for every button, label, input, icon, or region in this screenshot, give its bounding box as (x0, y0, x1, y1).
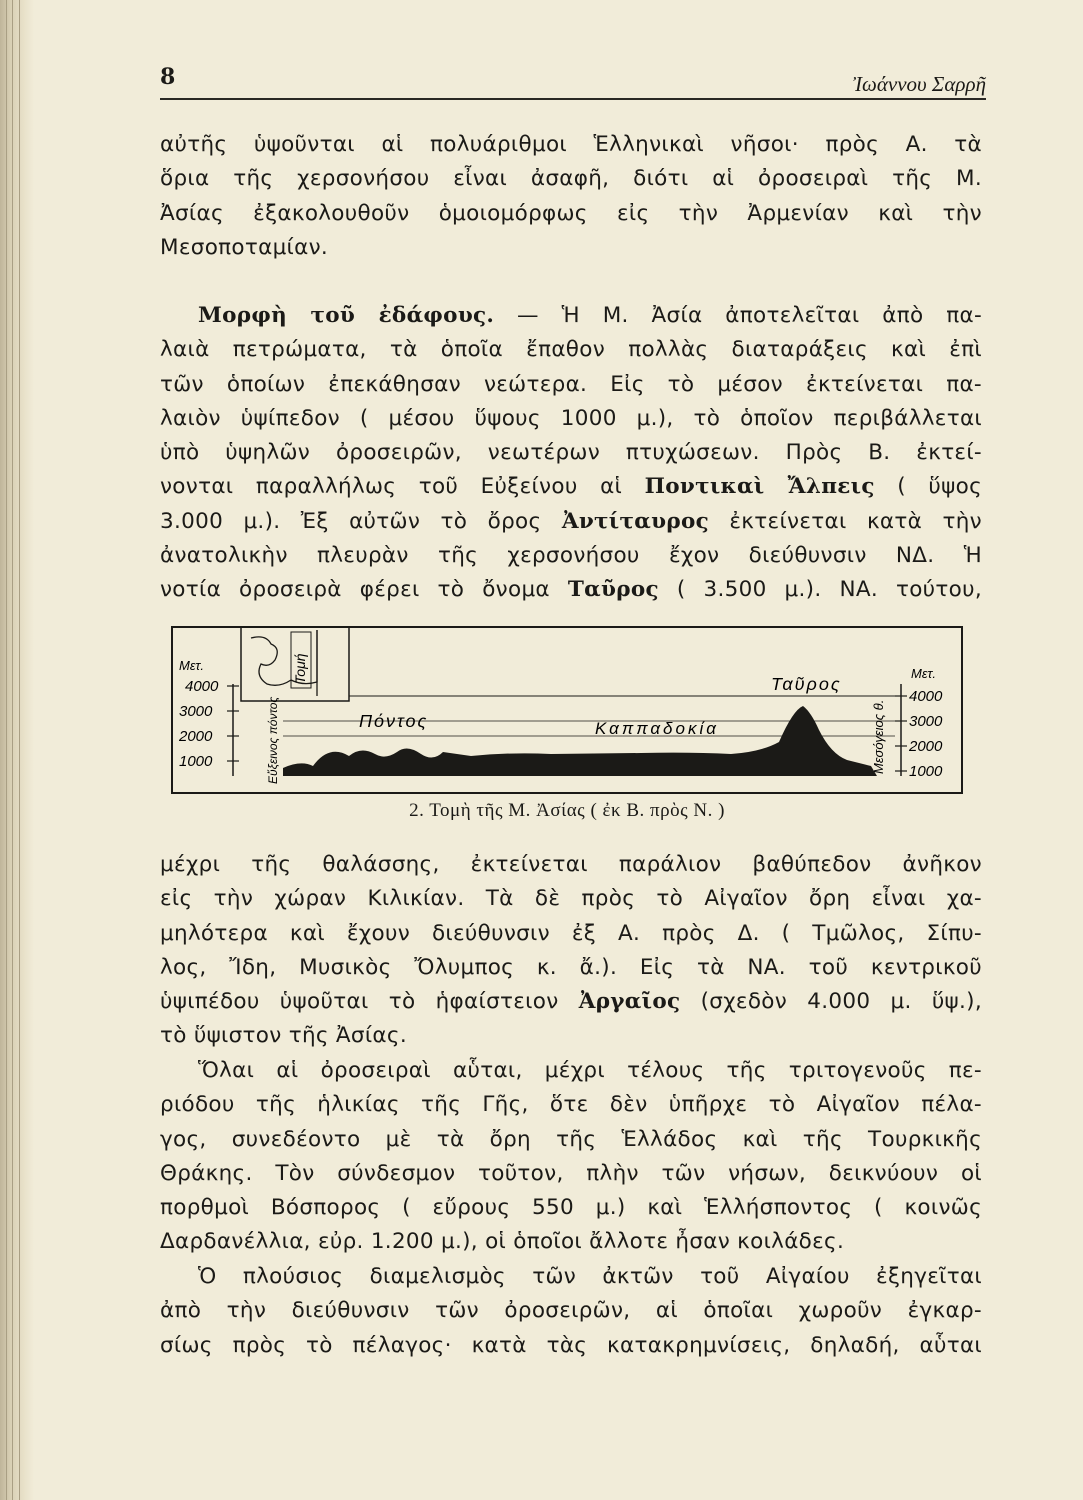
text-line: πορθμοὶ Βόσπορος ( εὔρους 550 μ.) καὶ Ἑλλήσποντος ( κοινῶς (160, 1195, 982, 1221)
inset-label: Τομή (292, 653, 308, 684)
paragraph-3 (160, 1054, 982, 1260)
page-edge-line (19, 0, 20, 1500)
text-line: Ὅλαι αἱ ὀροσειραὶ αὗται, μέχρι τέλους τῆς τριτογενοῦς πε- (198, 1058, 982, 1083)
right-tick-label: 3000 (909, 713, 943, 730)
left-tick-label: 1000 (179, 753, 213, 770)
text-line: ριόδου τῆς ἡλικίας τῆς Γῆς, ὅτε δὲν ὑπῆρχε τὸ Αἰγαῖον πέλα- (160, 1092, 982, 1118)
paragraph-1 (160, 128, 982, 265)
text-line: ἀπὸ τὴν διεύθυνσιν τῶν ὀροσειρῶν, αἱ ὁποῖαι χωροῦν ἐγκαρ- (160, 1298, 982, 1324)
text-line (160, 299, 982, 333)
text-line: ἀνατολικὴν πλευρὰν τῆς χερσονήσου ἔχον διεύθυνσιν ΝΔ. Ἡ (160, 543, 982, 569)
text-line: Μεσοποταμίαν. (160, 234, 329, 260)
region-tavros-label: Ταῦρος (771, 674, 842, 694)
running-title: Ἰωάννου Σαρρῆ (852, 72, 986, 96)
text-line: Ὁ πλούσιος διαμελισμὸς τῶν ἀκτῶν τοῦ Αἰγαίου ἐξηγεῖται (198, 1264, 982, 1289)
sea-right-label: Μεσόγειος θ. (871, 699, 886, 774)
text-span: ( ὕψος (874, 474, 982, 500)
page-edge-line (6, 0, 7, 1500)
text-line: σίως πρὸς τὸ πέλαγος· κατὰ τὰς κατακρημνίσεις, δηλαδή, αὗται (160, 1332, 982, 1358)
text-span: ( 3.500 μ.). ΝΑ. τούτου, (658, 577, 982, 603)
text-span: νονται παραλλήλως τοῦ Εὐξείνου αἱ (160, 474, 645, 500)
text-line: εἰς τὴν χώραν Κιλικίαν. Τὰ δὲ πρὸς τὸ Αἰγαῖον ὄρη εἶναι χα- (160, 886, 982, 912)
text-span: ἐκτείνεται κατὰ τὴν (708, 508, 982, 534)
text-line: λαιὰ πετρώματα, τὰ ὁποῖα ἔπαθον πολλὰς διαταράξεις καὶ ἐπὶ (160, 337, 982, 363)
cross-section-svg (171, 626, 963, 794)
text-line: λαιὸν ὑψίπεδον ( μέσου ὕψους 1000 μ.), τὸ ὁποῖον περιβάλλεται (160, 405, 982, 431)
right-tick-label: 1000 (909, 763, 943, 780)
page-edge-line (12, 0, 13, 1500)
bold-term: Ἀργαῖος (578, 989, 681, 1015)
text-line: τὸ ὕψιστον τῆς Ἀσίας. (160, 1023, 407, 1049)
text-line: γος, συνεδέοντο μὲ τὰ ὄρη τῆς Ἑλλάδος καὶ τῆς Τουρκικῆς (160, 1126, 982, 1152)
sea-left-label: Εὔξεινος πόντος (266, 696, 280, 784)
region-pontos-label: Πόντος (359, 711, 429, 731)
section-heading: Μορφὴ τοῦ ἐδάφους. (198, 303, 495, 328)
section-terrain (160, 299, 982, 608)
page-number: 8 (160, 64, 176, 90)
bold-term: Ποντικαὶ Ἄλπεις (644, 474, 875, 500)
text-line: Ἀσίας ἐξακολουθοῦν ὁμοιομόρφως εἰς τὴν Ἀρμενίαν καὶ τὴν (160, 200, 982, 226)
right-tick-label: 4000 (909, 688, 943, 705)
text-line: ὑπὸ ὑψηλῶν ὀροσειρῶν, νεωτέρων πτυχώσεων. Πρὸς Β. ἐκτεί- (160, 440, 982, 466)
figure-caption: 2. Τομὴ τῆς Μ. Ἀσίας ( ἐκ Β. πρὸς Ν. ) (409, 800, 725, 821)
text-span: (σχεδὸν 4.000 μ. ὕψ.), (680, 989, 982, 1015)
text-line: μηλότερα καὶ ἔχουν διεύθυνσιν ἐξ Α. πρὸς Δ. ( Τμῶλος, Σίπυ- (160, 920, 982, 946)
paragraph-2 (160, 848, 982, 1054)
text-line: μέχρι τῆς θαλάσσης, ἐκτείνεται παράλιον βαθύπεδον ἀνῆκον (160, 852, 982, 877)
text-line (160, 573, 982, 607)
cross-section-figure (171, 626, 963, 794)
paragraph-4 (160, 1260, 982, 1363)
text-span: νοτία ὀροσειρὰ φέρει τὸ ὄνομα (160, 577, 568, 603)
right-unit-label: Μετ. (911, 666, 937, 681)
text-span: ὑψιπέδου ὑψοῦται τὸ ἡφαίστειον (160, 989, 579, 1015)
left-tick-label: 4000 (185, 678, 219, 695)
page-header (160, 58, 986, 100)
text-line: λος, Ἴδη, Μυσικὸς Ὄλυμπος κ. ἄ.). Εἰς τὰ ΝΑ. τοῦ κεντρικοῦ (160, 954, 982, 980)
left-unit-label: Μετ. (179, 658, 205, 673)
text-line (160, 470, 982, 504)
text-span: — Ἡ Μ. Ἀσία ἀποτελεῖται ἀπὸ πα- (494, 303, 983, 328)
bold-term: Ταῦρος (567, 577, 659, 603)
text-line: ὅρια τῆς χερσονήσου εἶναι ἀσαφῆ, διότι αἱ ὀροσειραὶ τῆς Μ. (160, 166, 982, 192)
right-tick-label: 2000 (909, 738, 943, 755)
left-tick-label: 2000 (179, 728, 213, 745)
text-line: Δαρδανέλλια, εὐρ. 1.200 μ.), οἱ ὁποῖοι ἄλλοτε ἦσαν κοιλάδες. (160, 1229, 845, 1255)
left-tick-label: 3000 (179, 703, 213, 720)
text-line (160, 985, 982, 1019)
text-span: 3.000 μ.). Ἐξ αὐτῶν τὸ ὄρος (160, 508, 562, 534)
page-edge (0, 0, 34, 1500)
text-line: Θράκης. Τὸν σύνδεσμον τοῦτον, πλὴν τῶν νήσων, δεικνύουν οἱ (160, 1160, 982, 1186)
bold-term: Ἀντίταυρος (561, 508, 709, 534)
text-line (160, 505, 982, 539)
text-line: αὐτῆς ὑψοῦνται αἱ πολυάριθμοι Ἑλληνικαὶ νῆσοι· πρὸς Α. τὰ (160, 132, 982, 157)
text-line: τῶν ὁποίων ἐπεκάθησαν νεώτερα. Εἰς τὸ μέσον ἐκτείνεται πα- (160, 371, 982, 397)
region-kappadokia-label: Καππαδοκία (595, 719, 719, 738)
